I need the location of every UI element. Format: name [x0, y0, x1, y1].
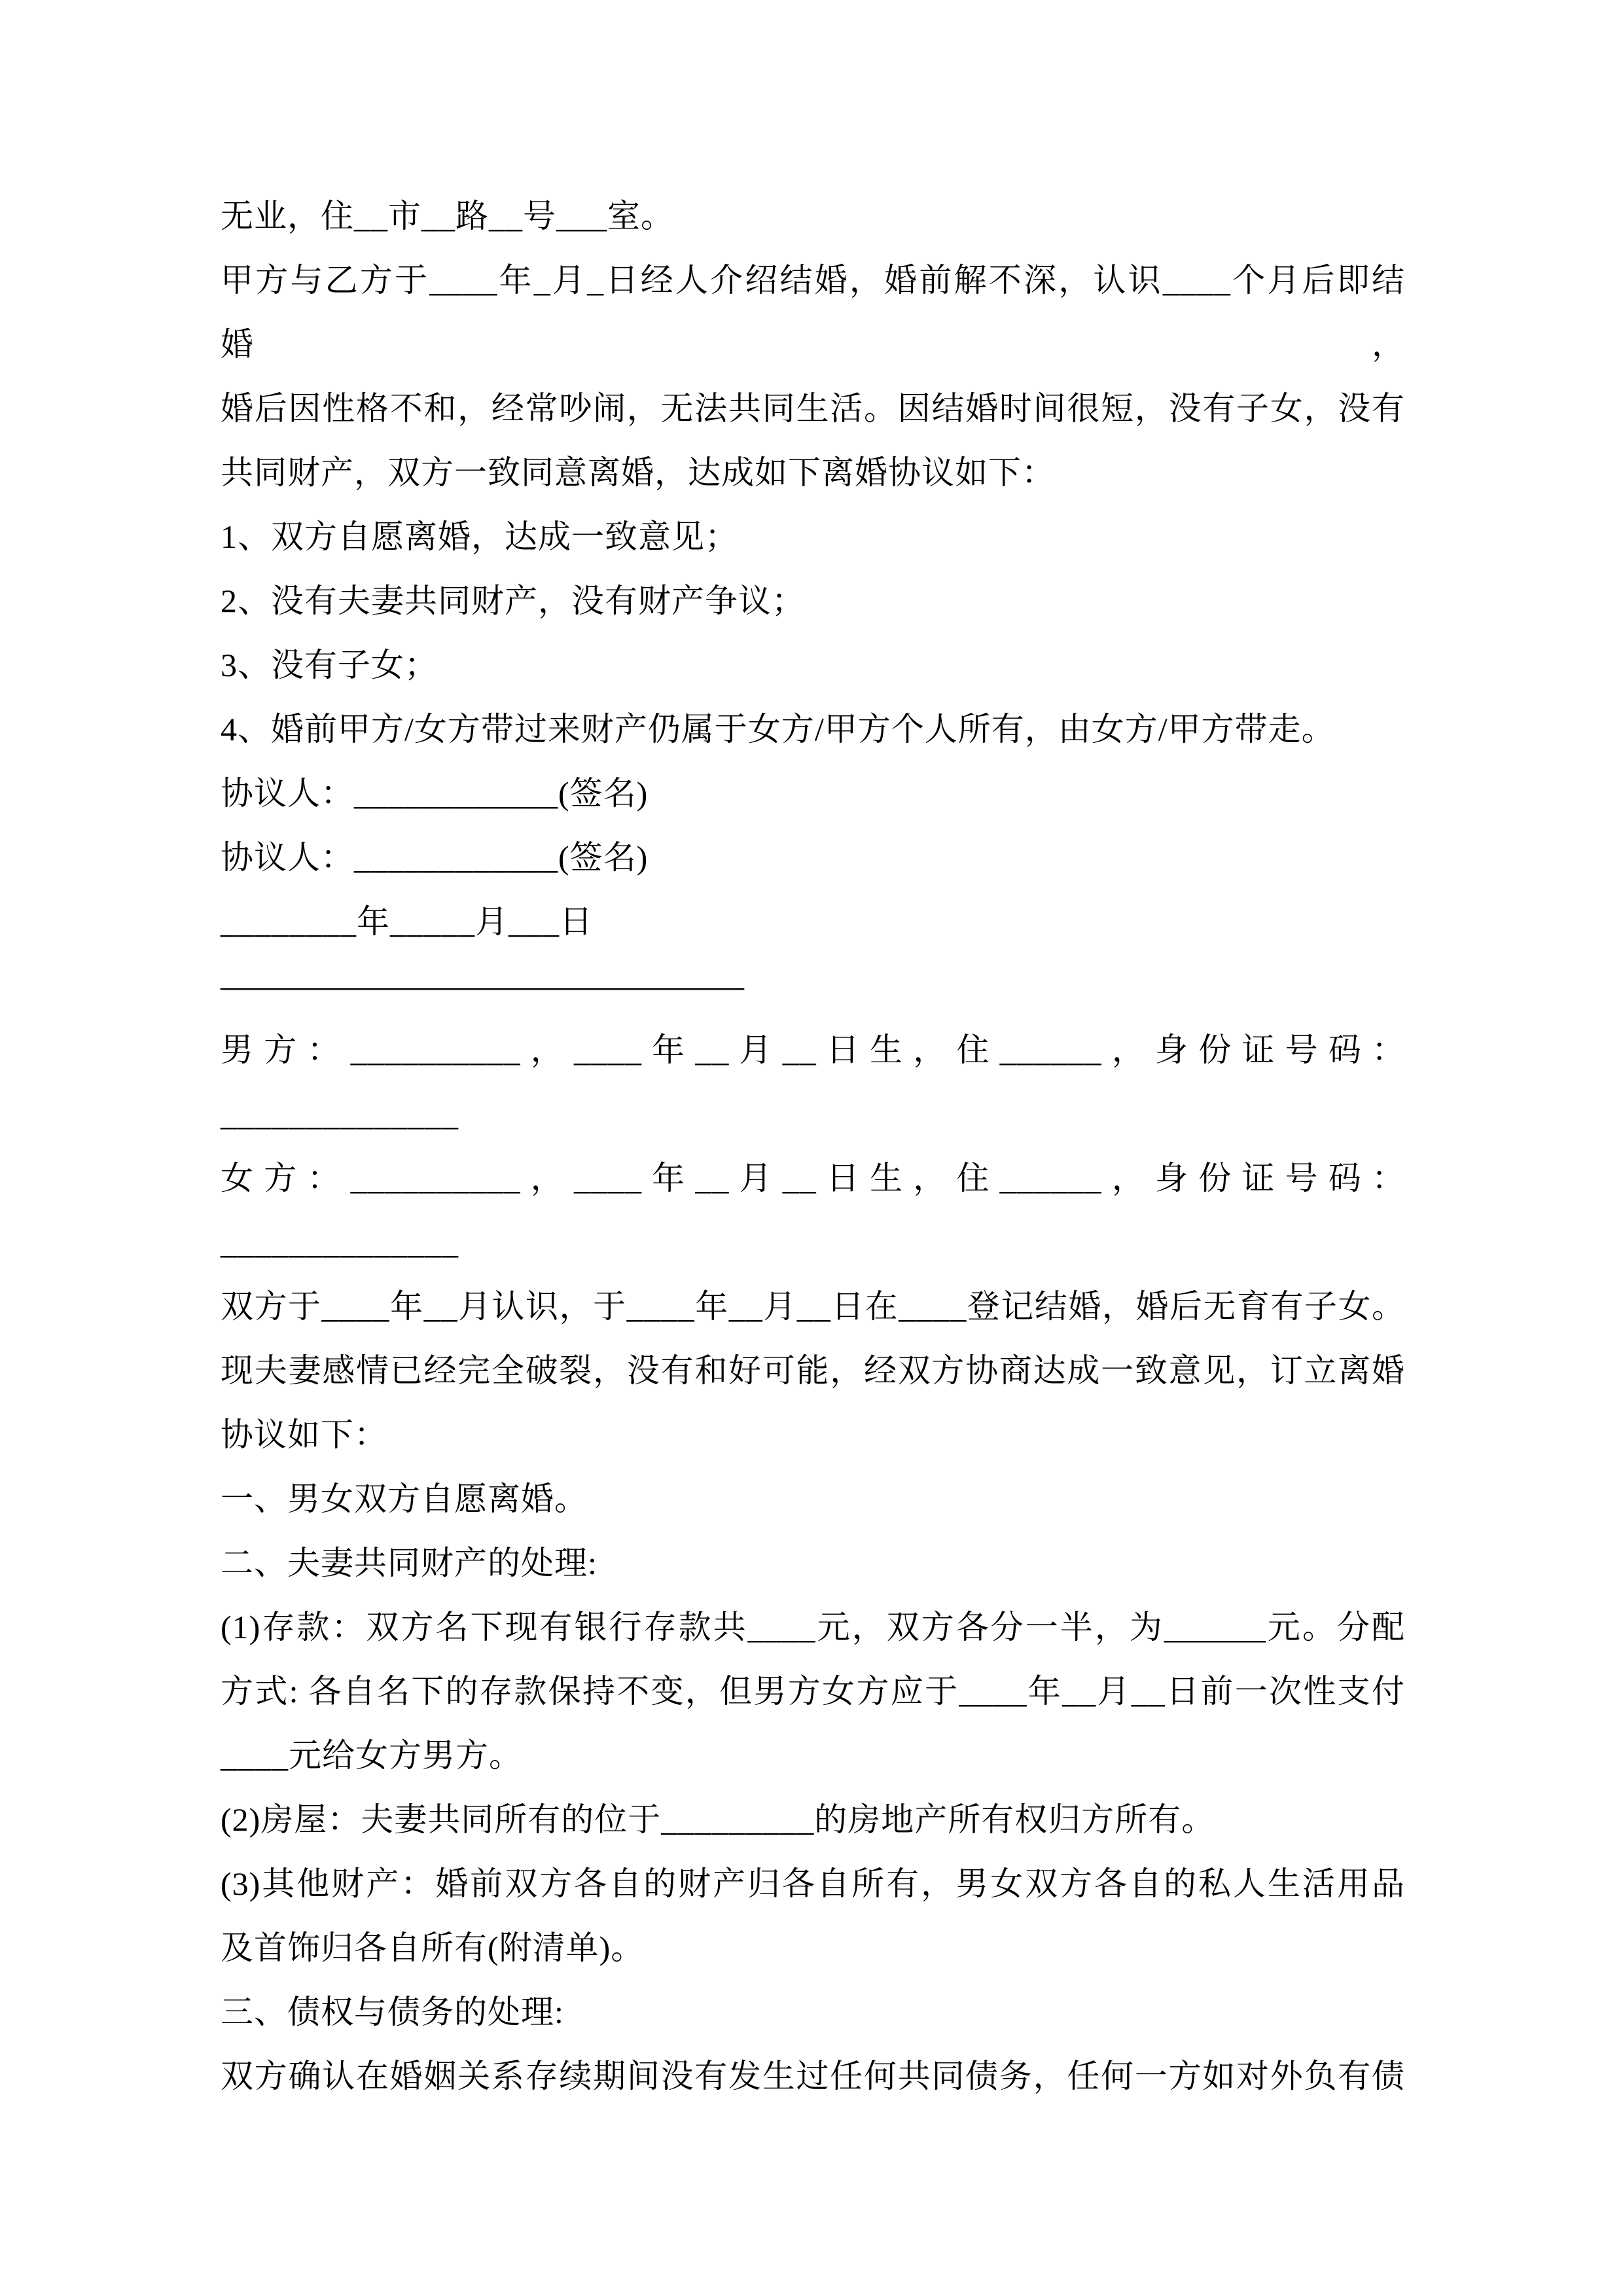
doc-line-deposit-2: 方式: 各自名下的存款保持不变，但男方女方应于____年__月__日前一次性支付: [221, 1673, 1405, 1710]
doc-line-date: ________年_____月___日: [221, 903, 593, 940]
doc-line-deposit-1: (1)存款：双方名下现有银行存款共____元，双方各分一半，为______元。分配: [221, 1609, 1405, 1645]
doc-line-debts: 双方确认在婚姻关系存续期间没有发生过任何共同债务，任何一方如对外负有债: [221, 2058, 1405, 2094]
doc-line-house: (2)房屋：夫妻共同所有的位于_________的房地产所有权归方所有。: [221, 1801, 1215, 1838]
doc-line-wife-info: 女方：__________，____年__月__日生，住______，身份证号码：: [221, 1160, 1405, 1196]
doc-line-article-2: 二、夫妻共同财产的处理:: [221, 1545, 597, 1581]
doc-line-husband-info: 男方：__________，____年__月__日生，住______，身份证号码：: [221, 1031, 1405, 1068]
doc-line-article-1: 一、男女双方自愿离婚。: [221, 1480, 588, 1517]
doc-line-wife-id-blank: ______________: [221, 1224, 459, 1261]
doc-line-husband-id-blank: ______________: [221, 1096, 459, 1132]
doc-line-clause-2: 2、没有夫妻共同财产，没有财产争议；: [221, 583, 805, 619]
doc-line-residence: 无业，住__市__路__号___室。: [221, 198, 674, 234]
doc-line-deposit-3: ____元给女方男方。: [221, 1737, 522, 1774]
doc-line-marriage-3: 协议如下：: [221, 1416, 387, 1453]
doc-line-intro-1: 甲方与乙方于____年_月_日经人介绍结婚，婚前解不深，认识____个月后即结婚，: [221, 262, 1405, 363]
doc-line-other-property-1: (3)其他财产：婚前双方各自的财产归各自所有，男女双方各自的私人生活用品: [221, 1865, 1405, 1902]
doc-line-intro-2: 婚后因性格不和，经常吵闹，无法共同生活。因结婚时间很短，没有子女，没有: [221, 390, 1405, 427]
doc-line-clause-1: 1、双方自愿离婚，达成一致意见；: [221, 518, 738, 555]
doc-line-clause-3: 3、没有子女；: [221, 647, 438, 683]
doc-line-other-property-2: 及首饰归各自所有(附清单)。: [221, 1929, 645, 1966]
doc-line-marriage-2: 现夫妻感情已经完全破裂，没有和好可能，经双方协商达成一致意见，订立离婚: [221, 1352, 1405, 1389]
doc-line-signer-2: 协议人：____________(签名): [221, 839, 649, 876]
doc-line-article-3: 三、债权与债务的处理:: [221, 1994, 564, 2030]
doc-line-signer-1: 协议人：____________(签名): [221, 775, 649, 812]
section-divider: ————————————————: [221, 967, 744, 1004]
doc-line-intro-3: 共同财产，双方一致同意离婚，达成如下离婚协议如下：: [221, 454, 1055, 491]
doc-line-clause-4: 4、婚前甲方/女方带过来财产仍属于女方/甲方个人所有，由女方/甲方带走。: [221, 711, 1335, 747]
doc-line-marriage-1: 双方于____年__月认识，于____年__月__日在____登记结婚，婚后无育有子女。: [221, 1288, 1405, 1325]
